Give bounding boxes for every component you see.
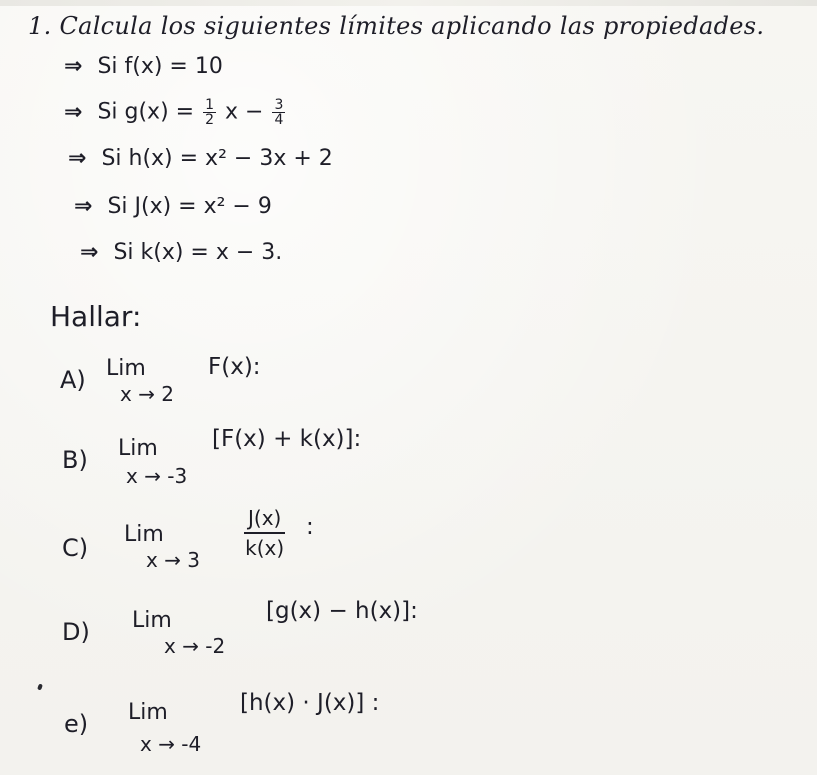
given-g-middle: x − [225,99,271,125]
part-e-lim: Lim [128,700,168,725]
part-a-letter: A) [60,366,86,394]
part-b-limit-point: x → -3 [126,464,188,488]
part-a-expression: F(x): [208,354,261,380]
ink-speck [37,683,43,690]
part-c-denominator: k(x) [245,536,285,560]
part-a-limit-point: x → 2 [120,382,175,406]
part-a-lim: Lim [106,356,146,381]
fraction-numerator: 1 [205,97,214,113]
given-j [74,194,272,219]
fraction-denominator: 2 [205,112,214,128]
implies-arrow-icon: ⇒ [64,99,83,125]
part-d-expression: [g(x) − h(x)]: [266,598,418,624]
fraction-numerator: 3 [274,97,284,113]
part-d-lim: Lim [132,608,172,633]
exercise-title [28,12,764,40]
given-h-text: Si h(x) = x² − 3x + 2 [101,146,333,171]
part-c-lim: Lim [124,522,164,547]
part-d-letter: D) [62,618,90,646]
scan-edge [0,0,817,6]
given-k-text: Si k(x) = x − 3. [113,240,283,265]
exercise-number: 1. [28,12,52,40]
part-c-tail: : [306,514,314,540]
part-c-letter: C) [62,534,89,562]
part-e-limit-point: x → -4 [140,732,202,756]
implies-arrow-icon: ⇒ [80,240,99,265]
implies-arrow-icon: ⇒ [64,54,83,79]
part-b-expression: [F(x) + k(x)]: [212,426,362,452]
part-c-limit-point: x → 3 [146,548,201,572]
part-b-letter: B) [62,446,88,474]
given-k [80,240,282,265]
fraction-one-half [203,98,216,127]
part-b-lim: Lim [118,436,158,461]
given-g [64,98,287,127]
fraction-denominator: 4 [274,112,284,128]
given-h [68,146,333,171]
part-c-numerator: J(x) [244,506,285,534]
part-e-letter: e) [64,710,89,738]
find-heading: Hallar: [50,300,142,333]
part-c-quotient [244,506,285,560]
part-e-expression: [h(x) · J(x)] : [240,690,380,716]
implies-arrow-icon: ⇒ [68,146,87,171]
given-f-text: Si f(x) = 10 [97,54,223,79]
given-j-text: Si J(x) = x² − 9 [107,194,272,219]
exercise-instruction: Calcula los siguientes límites aplicando las propiedades. [59,12,765,40]
given-g-prefix: Si g(x) = [97,99,202,125]
implies-arrow-icon: ⇒ [74,194,93,219]
fraction-three-quarters [272,98,285,127]
given-f [64,54,223,79]
part-d-limit-point: x → -2 [164,634,226,658]
